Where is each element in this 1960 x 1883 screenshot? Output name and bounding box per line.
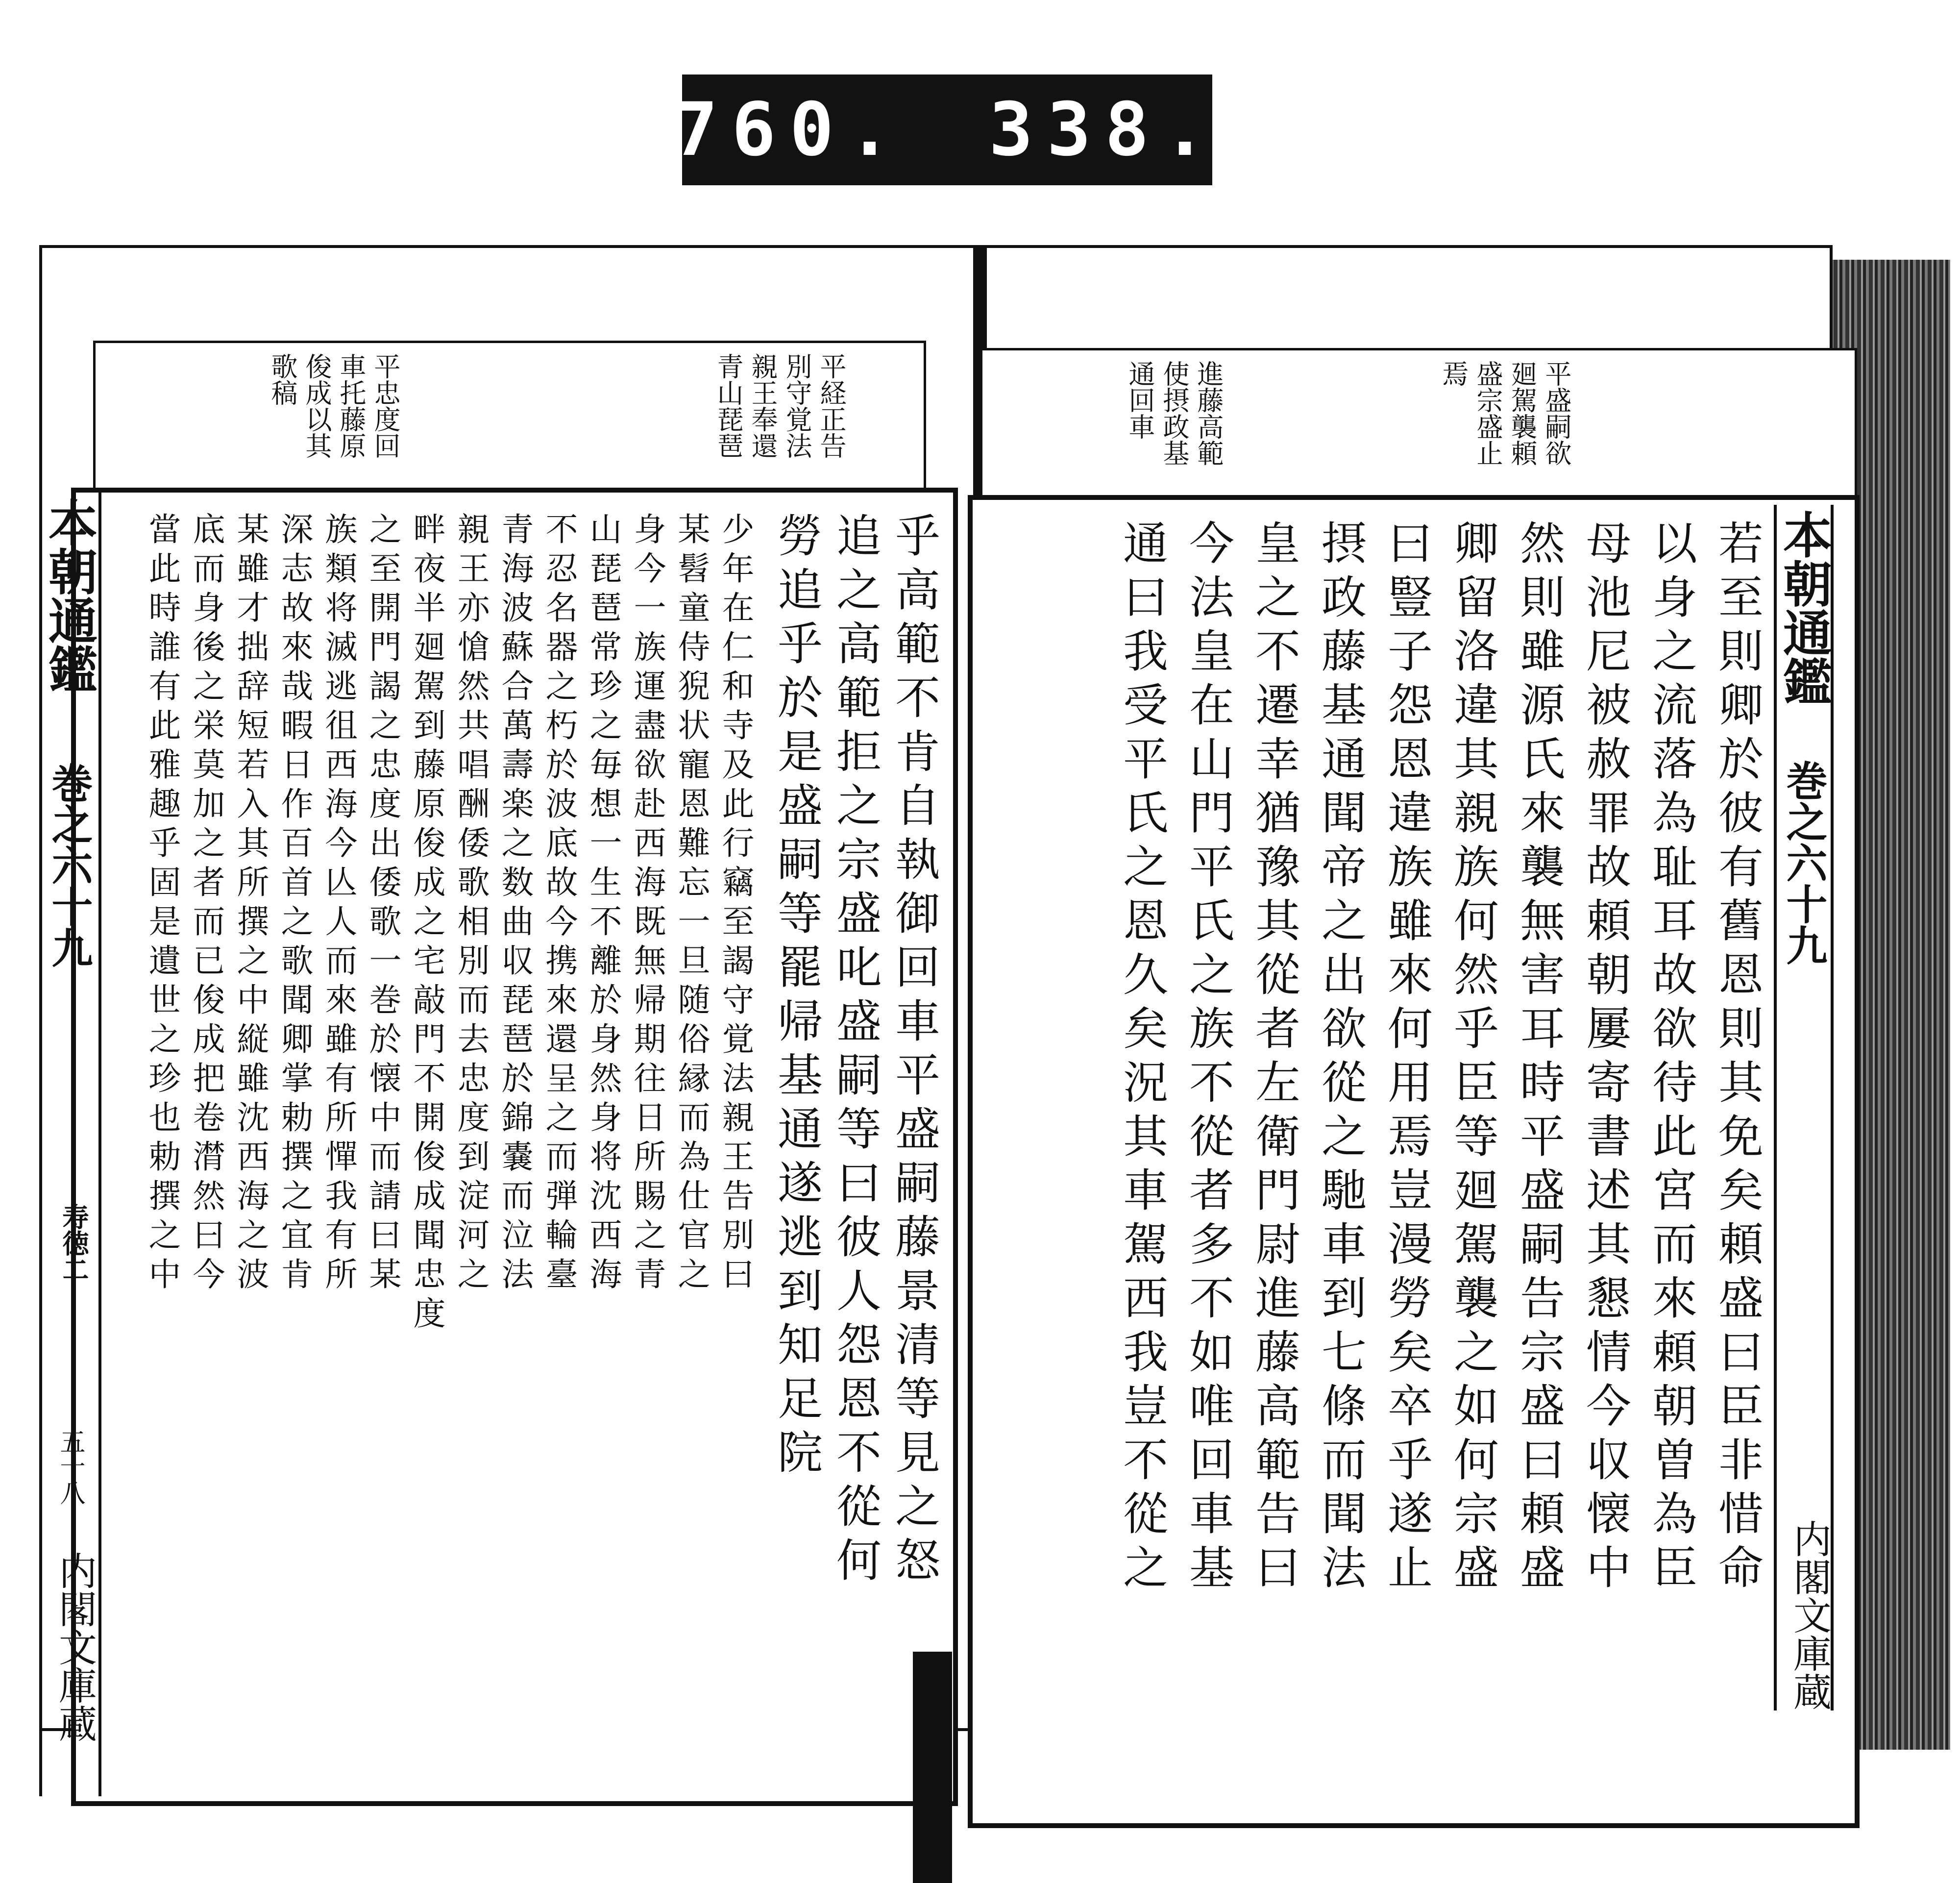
header-note: 平盛嗣欲 (1541, 360, 1572, 466)
text-column: 族類将滅逃徂西海今亾人而來雖有所憚我有所 (319, 512, 357, 1296)
accession-left: 760. (673, 87, 906, 173)
margin-title: 本朝通鑑 (40, 497, 98, 694)
right-header-notes (980, 348, 1857, 500)
text-column: 母池尼被赦罪故頼朝屢寄書述其懇情今収懐中 (1579, 520, 1631, 1598)
text-column: 勞追乎於是盛嗣等罷帰基通遂逃到知足院 (770, 512, 823, 1483)
header-note: 親王奉還 (747, 353, 778, 459)
folio-number: 五十八 (55, 1429, 85, 1505)
header-note: 進藤高範 (1193, 360, 1224, 466)
accession-number-label (673, 74, 1221, 185)
header-note: 廻駕襲頼 (1507, 360, 1538, 466)
header-note: 焉 (1438, 360, 1469, 387)
header-note: 盛宗盛止 (1472, 360, 1503, 466)
text-column: 深志故來哉暇日作百首之歌聞卿掌勅撰之宜肯 (275, 512, 313, 1296)
text-column: 之至開門謁之忠度出倭歌一巻於懐中而請曰某 (364, 512, 401, 1296)
margin-volume: 巻之六十九 (1780, 760, 1828, 966)
shelf-mark: 内閣文庫蔵 (52, 1551, 97, 1742)
text-column: 某髫童侍猊状寵恩難忘一旦随俗縁而為仕官之 (672, 512, 710, 1296)
text-column: 曰豎子怨恩違族雖來何用焉豈漫勞矣卒乎遂止 (1380, 520, 1433, 1598)
text-column: 山琵琶常珍之毎想一生不離於身然身将沈西海 (584, 512, 622, 1296)
right-margin-strip (1774, 505, 1834, 1710)
text-column: 親王亦愴然共唱酬倭歌相別而去忠度到淀河之 (452, 512, 490, 1296)
text-column: 皇之不遷幸猶豫其從者左衛門尉進藤高範告曰 (1248, 520, 1300, 1598)
header-note: 平忠度回 (370, 353, 401, 459)
header-note: 別守覚法 (782, 353, 812, 459)
text-column: 然則雖源氏來襲無害耳時平盛嗣告宗盛曰頼盛 (1513, 520, 1565, 1598)
text-column: 身今一族運盡欲赴西海既無帰期往日所賜之青 (628, 512, 666, 1296)
header-note: 使摂政基 (1159, 360, 1190, 466)
shelf-mark: 内閣文庫蔵 (1787, 1519, 1831, 1710)
book-spine-tab (913, 1652, 952, 1883)
text-column: 摂政藤基通聞帝之出欲從之馳車到七條而聞法 (1314, 520, 1367, 1598)
text-column: 當此時誰有此雅趣乎固是遺世之珍也勅撰之中 (143, 512, 181, 1296)
text-column: 畔夜半廻駕到藤原俊成之宅敲門不開俊成聞忠度 (408, 512, 445, 1336)
text-column: 通曰我受平氏之恩久矣況其車駕西我豈不從之 (1116, 520, 1168, 1598)
margin-title: 本朝通鑑 (1775, 510, 1833, 706)
accession-right: 338. (989, 87, 1221, 173)
header-note: 俊成以其 (301, 353, 332, 459)
header-note: 青山琵琶 (713, 353, 744, 459)
header-note: 車托藤原 (336, 353, 367, 459)
left-margin-strip (39, 488, 101, 1796)
margin-volume: 巻之六十九 (45, 762, 94, 968)
right-main-text (968, 495, 1860, 1828)
open-book (20, 230, 1950, 1883)
text-column: 乎高範不肯自執御回車平盛嗣藤景清等見之怒 (888, 512, 940, 1590)
left-main-text (71, 488, 958, 1806)
text-column: 青海波蘇合萬壽楽之数曲収琵琶於錦嚢而泣法 (496, 512, 534, 1296)
text-column: 以身之流落為耻耳故欲待此宮而來頼朝曽為臣 (1645, 520, 1697, 1598)
text-column: 追之高範拒之宗盛叱盛嗣等曰彼人怨恩不從何 (829, 512, 882, 1590)
left-header-notes (93, 341, 926, 493)
text-column: 某雖才拙辞短若入其所撰之中縦雖沈西海之波 (231, 512, 269, 1296)
text-column: 若至則卿於彼有舊恩則其免矣頼盛曰臣非惜命 (1711, 520, 1764, 1598)
header-note: 通回車 (1125, 360, 1155, 440)
text-column: 少年在仁和寺及此行竊至謁守覚法親王告別曰 (716, 512, 754, 1296)
text-column: 不忍名器之朽於波底故今携來還呈之而弾輪臺 (540, 512, 578, 1296)
text-column: 卿留洛違其親族何然乎臣等廻駕襲之如何宗盛 (1446, 520, 1499, 1598)
text-column: 底而身後之栄莫加之者而已俊成把卷潸然曰今 (187, 512, 225, 1296)
header-note: 平経正告 (816, 353, 847, 459)
header-note: 歌稿 (267, 353, 298, 406)
text-column: 今法皇在山門平氏之族不從者多不如唯回車基 (1182, 520, 1234, 1598)
margin-era: 寿徳二 (58, 1203, 90, 1283)
